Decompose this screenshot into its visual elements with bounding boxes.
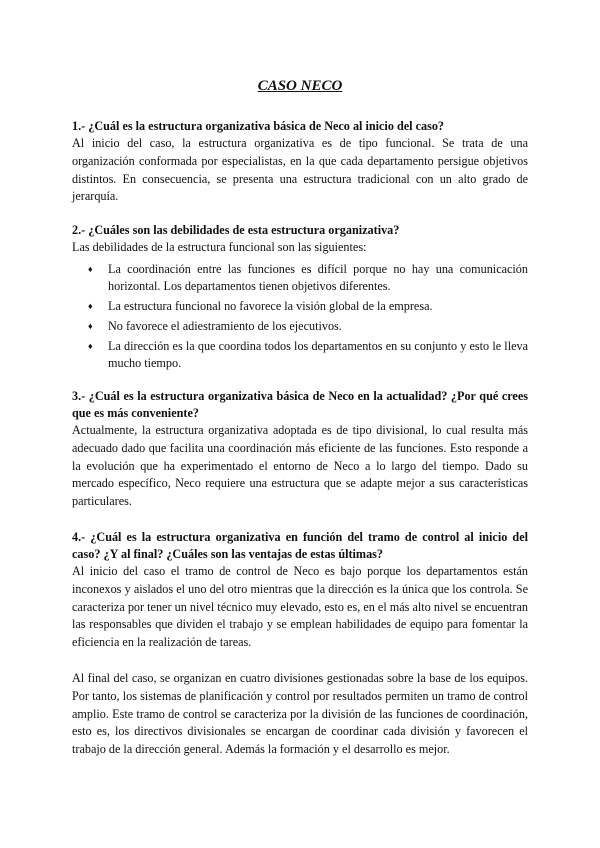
list-item-text: La dirección es la que coordina todos los departamentos en su conjunto y esto le lleva mucho tiempo. xyxy=(108,338,528,370)
document-title: CASO NECO xyxy=(257,78,343,94)
diamond-bullet-icon: ♦ xyxy=(88,340,93,351)
weaknesses-list xyxy=(72,261,528,372)
diamond-bullet-icon: ♦ xyxy=(88,320,93,331)
answer-1-paragraph: Al inicio del caso, la estructura organizativa es de tipo funcional. Se trata de una organización conformada por especialistas, en la que cada departamento persigue objetivos distintos. En consecuencia, se presenta una estructura tradicional con un alto grado de jerarquía. xyxy=(72,136,528,204)
diamond-bullet-icon: ♦ xyxy=(88,300,93,311)
list-item xyxy=(72,338,528,372)
section-4 xyxy=(72,529,528,759)
list-item-text: No favorece el adiestramiento de los ejecutivos. xyxy=(108,318,342,333)
question-2: 2.- ¿Cuáles son las debilidades de esta estructura organizativa? xyxy=(72,223,400,238)
answer-3-paragraph: Actualmente, la estructura organizativa adoptada es de tipo divisional, lo cual resulta más adecuado dado que facilita una coordinación más eficiente de las funciones. Esto responde a la evolución que ha experimentado el entorno de Neco a lo largo del tiempo. Dado su mercado específico, Neco requiere una estructura que se adapte mejor a sus características particulares. xyxy=(72,422,528,509)
answer-4-paragraph-2: Al final del caso, se organizan en cuatro divisiones gestionadas sobre la base de los equipos. Por tanto, los sistemas de planificación y control por resultados permiten un tramo de control amplio. Este tramo de control se caracteriza por la división de las funciones de coordinación, esto es, los directivos divisionales se encargan de coordinar cada división y favorecen el trabajo de la dirección general. Además la formación y el desarrollo es mejor. xyxy=(72,670,528,757)
diamond-bullet-icon: ♦ xyxy=(88,263,93,274)
answer-4-paragraph-1: Al inicio del caso el tramo de control de Neco es bajo porque los departamentos están inconexos y aislados el uno del otro mientras que la dirección es la única que los controla. Se caracteriza por tener un nivel técnico muy elevado, esto es, en el más alto nivel se encuentran las responsables que dividen el trabajo y se emplean habilidades de equipo para fomentar la eficiencia en la realización de tareas. xyxy=(72,563,528,650)
list-item-text: La coordinación entre las funciones es difícil porque no hay una comunicación horizontal. Los departamentos tienen objetivos diferentes. xyxy=(108,261,528,293)
document-page xyxy=(72,76,528,759)
list-item xyxy=(72,318,528,335)
section-2 xyxy=(72,222,528,372)
section-1 xyxy=(72,118,528,206)
answer-2-intro: Las debilidades de la estructura funcional son las siguientes: xyxy=(72,240,367,255)
list-item-text: La estructura funcional no favorece la visión global de la empresa. xyxy=(108,298,433,313)
section-3 xyxy=(72,388,528,511)
question-3: 3.- ¿Cuál es la estructura organizativa básica de Neco en la actualidad? ¿Por qué crees que es más conveniente? xyxy=(72,388,528,420)
list-item xyxy=(72,298,528,315)
list-item xyxy=(72,261,528,295)
question-1: 1.- ¿Cuál es la estructura organizativa básica de Neco al inicio del caso? xyxy=(72,119,445,133)
question-4: 4.- ¿Cuál es la estructura organizativa en función del tramo de control al inicio del caso? ¿Y al final? ¿Cuáles son las ventajas de estas últimas? xyxy=(72,529,528,561)
